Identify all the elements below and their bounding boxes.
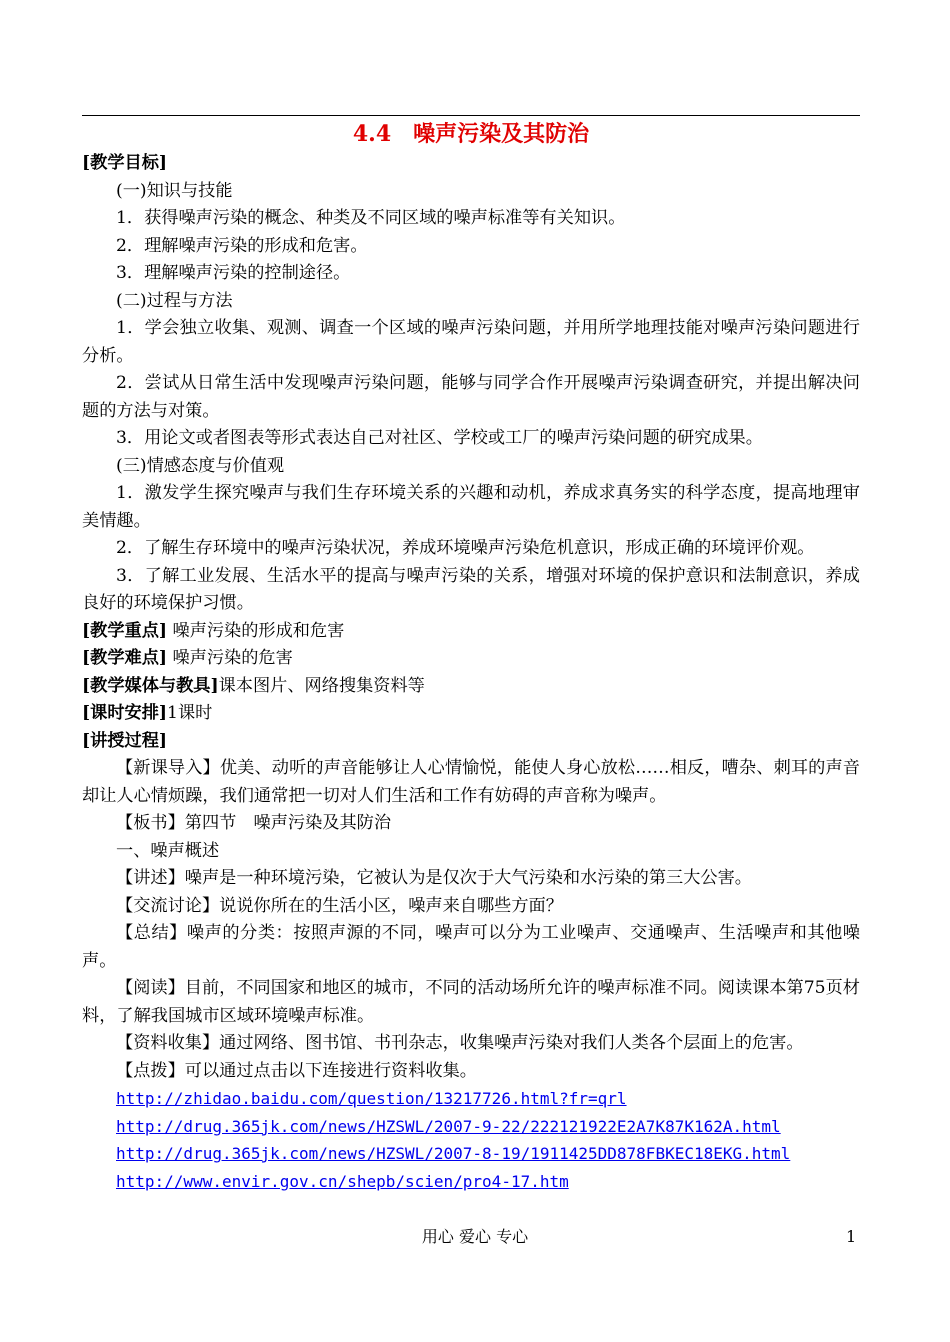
process-paragraph: 一、噪声概述 [116,840,220,861]
goals-s1-item: 2．理解噪声污染的形成和危害。 [116,235,368,256]
goals-s1-item: 1．获得噪声污染的概念、种类及不同区域的噪声标准等有关知识。 [116,208,626,228]
difficulty-label: [教学难点] [82,648,168,668]
process-paragraph: 【阅读】目前，不同国家和地区的城市，不同的活动场所允许的噪声标准不同。阅读课本第75页材料，了解我国城市区域环境噪声标准。 [82,978,860,1026]
goals-heading: [教学目标] [82,153,168,173]
header-rule [82,115,860,116]
page-number: 1 [846,1227,857,1246]
media-text: 课本图片、网络搜集资料等 [218,675,425,696]
goals-s2-item: 2．尝试从日常生活中发现噪声污染问题，能够与同学合作开展噪声污染调查研究，并提出解决问题的方法与对策。 [82,373,860,421]
link-row [82,1168,860,1196]
process-paragraph: 【资料收集】通过网络、图书馆、书刊杂志，收集噪声污染对我们人类各个层面上的危害。 [116,1033,804,1053]
resource-link[interactable]: http://www.envir.gov.cn/shepb/scien/pro4-17.htm [116,1171,569,1191]
goals-s3-item: 1．激发学生探究噪声与我们生存环境关系的兴趣和动机，养成求真务实的科学态度，提高地理审美情趣。 [82,483,860,531]
process-paragraph: 【交流讨论】说说你所在的生活小区，噪声来自哪些方面？ [116,895,563,916]
link-row [82,1085,860,1113]
focus-text: 噪声污染的形成和危害 [167,620,345,641]
teaching-media [82,673,860,701]
link-row [82,1113,860,1141]
process-paragraph: 【点拨】可以通过点击以下连接进行资料收集。 [116,1060,477,1081]
goals-s3-item: 3．了解工业发展、生活水平的提高与噪声污染的关系，增强对环境的保护意识和法制意识，养成良好的环境保护习惯。 [82,565,860,613]
schedule-label: [课时安排] [82,703,168,723]
class-schedule [82,700,860,728]
goals-section-2: (二)过程与方法 [116,290,233,311]
difficulty-text: 噪声污染的危害 [167,648,293,668]
process-paragraph: 【讲述】噪声是一种环境污染，它被认为是仅次于大气污染和水污染的第三大公害。 [116,868,752,888]
process-paragraph: 【新课导入】优美、动听的声音能够让人心情愉悦，能使人身心放松……相反，嘈杂、刺耳的声音却让人心情烦躁，我们通常把一切对人们生活和工作有妨碍的声音称为噪声。 [82,758,860,806]
goals-section-3: (三)情感态度与价值观 [116,455,285,476]
page-title: 4.4 噪声污染及其防治 [352,121,590,147]
goals-s2-item: 3．用论文或者图表等形式表达自己对社区、学校或工厂的噪声污染问题的研究成果。 [116,428,763,448]
goals-section-1: (一)知识与技能 [116,180,233,201]
media-label: [教学媒体与教具] [82,675,219,696]
process-paragraph: 【总结】噪声的分类：按照声源的不同，噪声可以分为工业噪声、交通噪声、生活噪声和其他噪声。 [82,923,860,971]
goals-s3-item: 2．了解生存环境中的噪声污染状况，养成环境噪声污染危机意识，形成正确的环境评价观。 [116,538,815,558]
teaching-focus [82,618,860,646]
process-heading: [讲授过程] [82,730,168,751]
goals-s2-item: 1．学会独立收集、观测、调查一个区域的噪声污染问题，并用所学地理技能对噪声污染问题进行分析。 [82,318,860,366]
document-body [82,150,860,1195]
resource-link[interactable]: http://drug.365jk.com/news/HZSWL/2007-9-22/222121922E2A7K87K162A.html [116,1116,781,1136]
teaching-difficulty [82,645,860,673]
focus-label: [教学重点] [82,620,168,641]
resource-link[interactable]: http://zhidao.baidu.com/question/13217726.html?fr=qrl [116,1089,627,1108]
link-row [82,1140,860,1168]
resource-link[interactable]: http://drug.365jk.com/news/HZSWL/2007-8-19/1911425DD878FBKEC18EKG.html [116,1144,791,1163]
goals-s1-item: 3．理解噪声污染的控制途径。 [116,263,351,283]
schedule-text: 1课时 [167,703,213,723]
footer-motto: 用心 爱心 专心 [421,1227,529,1246]
process-paragraph: 【板书】第四节 噪声污染及其防治 [116,813,392,833]
